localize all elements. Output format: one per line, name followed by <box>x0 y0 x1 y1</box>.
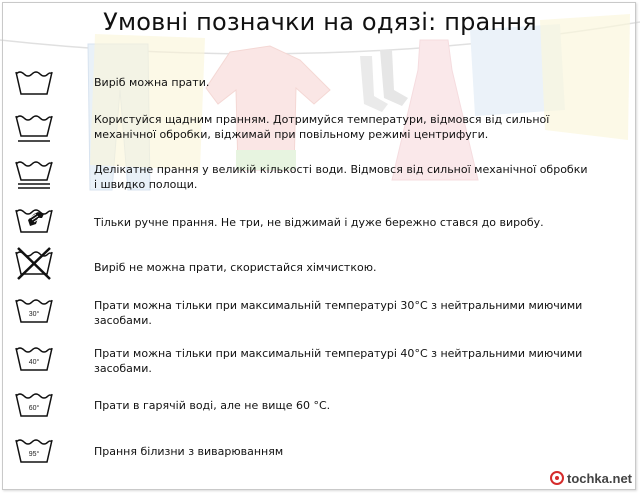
text-part: Прати можна тільки при максимальній температурі 40 <box>94 347 415 360</box>
basin-temp-label: 30° <box>28 311 40 318</box>
text-part: з нейтральними миючими засобами. <box>94 347 583 375</box>
target-logo-icon <box>550 471 564 485</box>
delicate-wash-description: Делікатне прання у великій кількості води. Відмовся від сильної механічної обробки і швидко полощи. <box>94 163 588 191</box>
do-not-wash-description: Виріб не можна прати, скористайся хімчисткою. <box>94 261 377 274</box>
text-part: з нейтральними миючими засобами. <box>94 299 583 327</box>
basin-30-icon <box>14 294 54 330</box>
wash-95-description: Прання білизни з виварюванням <box>94 445 284 458</box>
hand-wash-description: Тільки ручне прання. Не три, не віджимай і дуже бережно стався до виробу. <box>94 216 544 229</box>
basin-gentle-wash-icon <box>14 110 54 146</box>
basin-temp-label: 40° <box>28 359 40 366</box>
degree-unit: °C <box>414 347 428 360</box>
basin-95-icon <box>14 434 54 470</box>
text-part: Прати в гарячій воді, але не вище 60 <box>94 399 314 412</box>
degree-unit: °C <box>414 299 428 312</box>
text-part: Прати можна тільки при максимальній температурі 30 <box>94 299 415 312</box>
tochka-logo[interactable] <box>550 468 632 488</box>
basin-delicate-wash-icon <box>14 156 54 192</box>
gentle-wash-description: Користуйся щадним пранням. Дотримуйся температури, відмовся від сильної механічної обробки, віджимай при повільному режимі центрифуги. <box>94 113 550 141</box>
wash-description: Виріб можна прати. <box>94 76 210 89</box>
page-title: Умовні позначки на одязі: прання <box>103 8 537 36</box>
wash-60-description <box>94 398 594 413</box>
logo-text: tochka.net <box>566 470 632 486</box>
basin-do-not-wash-icon <box>14 246 54 282</box>
wash-40-description <box>94 346 594 376</box>
basin-temp-label: 95° <box>28 451 40 458</box>
basin-temp-label: 60° <box>28 405 40 412</box>
basin-hand-wash-icon <box>14 202 54 238</box>
basin-40-icon <box>14 342 54 378</box>
degree-unit: °C <box>313 399 327 412</box>
text-part: . <box>326 399 331 412</box>
basin-60-icon <box>14 388 54 424</box>
wash-30-description <box>94 298 594 328</box>
basin-wash-icon <box>14 66 54 102</box>
